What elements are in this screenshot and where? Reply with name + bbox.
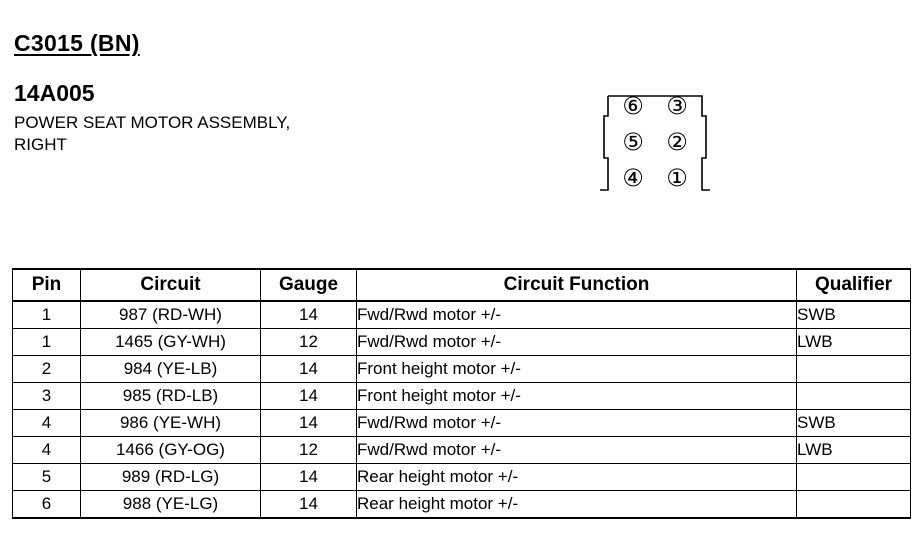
cell-gauge: 14 [261, 301, 357, 329]
cell-circuit: 986 (YE-WH) [81, 410, 261, 437]
table-row [13, 437, 911, 464]
cell-pin: 5 [13, 464, 81, 491]
cell-circuit: 988 (YE-LG) [81, 491, 261, 519]
cell-function: Fwd/Rwd motor +/- [357, 437, 797, 464]
cell-circuit: 987 (RD-WH) [81, 301, 261, 329]
cell-qualifier: LWB [797, 437, 911, 464]
cell-function: Front height motor +/- [357, 356, 797, 383]
connector-outline [600, 96, 710, 190]
table-row [13, 301, 911, 329]
pin-3-label: ③ [666, 92, 688, 120]
cell-function: Rear height motor +/- [357, 491, 797, 519]
pin-2-label: ② [666, 128, 688, 156]
table-row [13, 491, 911, 519]
header-circuit: Circuit [81, 269, 261, 301]
cell-function: Fwd/Rwd motor +/- [357, 301, 797, 329]
table-header-row [13, 269, 911, 301]
cell-circuit: 985 (RD-LB) [81, 383, 261, 410]
cell-pin: 6 [13, 491, 81, 519]
header-pin: Pin [13, 269, 81, 301]
cell-pin: 3 [13, 383, 81, 410]
connector-id-title: C3015 (BN) [14, 30, 140, 56]
component-description [14, 112, 290, 156]
cell-function: Rear height motor +/- [357, 464, 797, 491]
table-row [13, 464, 911, 491]
table-row [13, 383, 911, 410]
cell-qualifier: LWB [797, 329, 911, 356]
cell-gauge: 12 [261, 437, 357, 464]
cell-qualifier [797, 356, 911, 383]
cell-qualifier [797, 491, 911, 519]
header-circuit-function: Circuit Function [357, 269, 797, 301]
pin-1-label: ① [666, 164, 688, 192]
cell-gauge: 12 [261, 329, 357, 356]
description-line-2: RIGHT [14, 135, 67, 154]
cell-qualifier: SWB [797, 301, 911, 329]
pin-6-label: ⑥ [622, 92, 644, 120]
cell-gauge: 14 [261, 491, 357, 519]
cell-gauge: 14 [261, 383, 357, 410]
pinout-table [12, 268, 911, 519]
description-line-1: POWER SEAT MOTOR ASSEMBLY, [14, 113, 291, 132]
pin-4-label: ④ [622, 164, 644, 192]
cell-pin: 4 [13, 410, 81, 437]
cell-circuit: 984 (YE-LB) [81, 356, 261, 383]
table-row [13, 410, 911, 437]
cell-pin: 4 [13, 437, 81, 464]
table-row [13, 356, 911, 383]
cell-qualifier: SWB [797, 410, 911, 437]
cell-function: Front height motor +/- [357, 383, 797, 410]
part-number: 14A005 [14, 80, 95, 106]
pin-5-label: ⑤ [622, 128, 644, 156]
cell-circuit: 1465 (GY-WH) [81, 329, 261, 356]
cell-gauge: 14 [261, 464, 357, 491]
cell-function: Fwd/Rwd motor +/- [357, 329, 797, 356]
cell-circuit: 1466 (GY-OG) [81, 437, 261, 464]
connector-face-diagram [600, 92, 710, 196]
header-qualifier: Qualifier [797, 269, 911, 301]
cell-function: Fwd/Rwd motor +/- [357, 410, 797, 437]
cell-qualifier [797, 464, 911, 491]
cell-circuit: 989 (RD-LG) [81, 464, 261, 491]
cell-pin: 2 [13, 356, 81, 383]
cell-pin: 1 [13, 329, 81, 356]
cell-qualifier [797, 383, 911, 410]
cell-gauge: 14 [261, 356, 357, 383]
header-gauge: Gauge [261, 269, 357, 301]
table-row [13, 329, 911, 356]
cell-gauge: 14 [261, 410, 357, 437]
cell-pin: 1 [13, 301, 81, 329]
